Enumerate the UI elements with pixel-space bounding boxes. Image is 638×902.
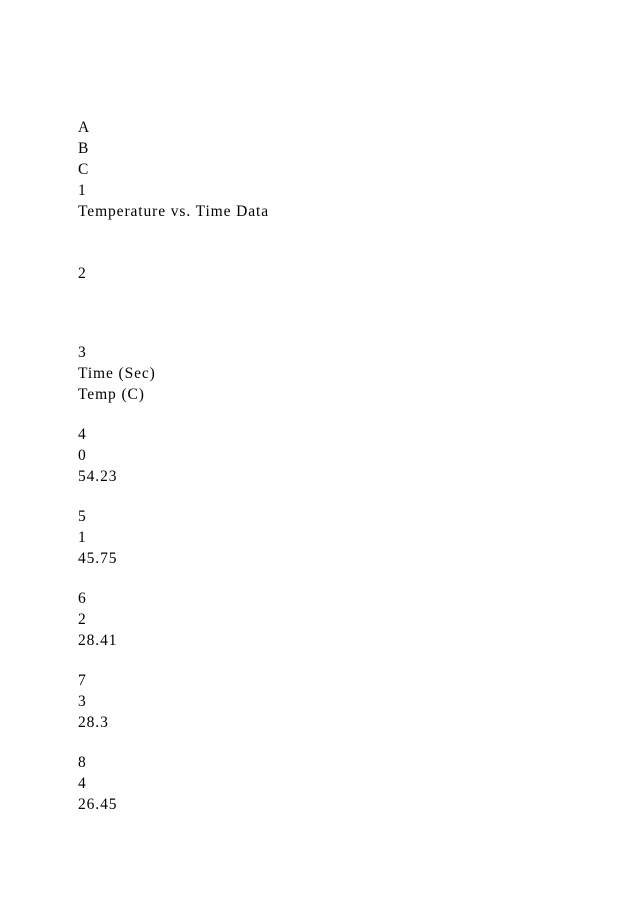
- row-number: 8: [78, 754, 87, 771]
- row-number: 5: [78, 508, 87, 525]
- row-number: 6: [78, 590, 87, 607]
- header-time: Time (Sec): [78, 365, 156, 382]
- temp-value: 45.75: [78, 550, 118, 567]
- column-header-b: B: [78, 140, 90, 157]
- time-value: 2: [78, 611, 87, 628]
- row-number: 4: [78, 426, 87, 443]
- row-number-3: 3: [78, 344, 87, 361]
- column-header-a: A: [78, 119, 91, 136]
- temp-value: 26.45: [78, 796, 118, 813]
- row-number: 7: [78, 672, 87, 689]
- row-number-2: 2: [78, 265, 87, 282]
- time-value: 1: [78, 529, 87, 546]
- document-title: Temperature vs. Time Data: [78, 203, 270, 220]
- column-header-c: C: [78, 161, 90, 178]
- temp-value: 54.23: [78, 468, 118, 485]
- time-value: 4: [78, 775, 87, 792]
- temp-value: 28.41: [78, 632, 118, 649]
- time-value: 3: [78, 693, 87, 710]
- row-number-1: 1: [78, 182, 87, 199]
- time-value: 0: [78, 447, 87, 464]
- header-temp: Temp (C): [78, 386, 145, 403]
- temp-value: 28.3: [78, 714, 109, 731]
